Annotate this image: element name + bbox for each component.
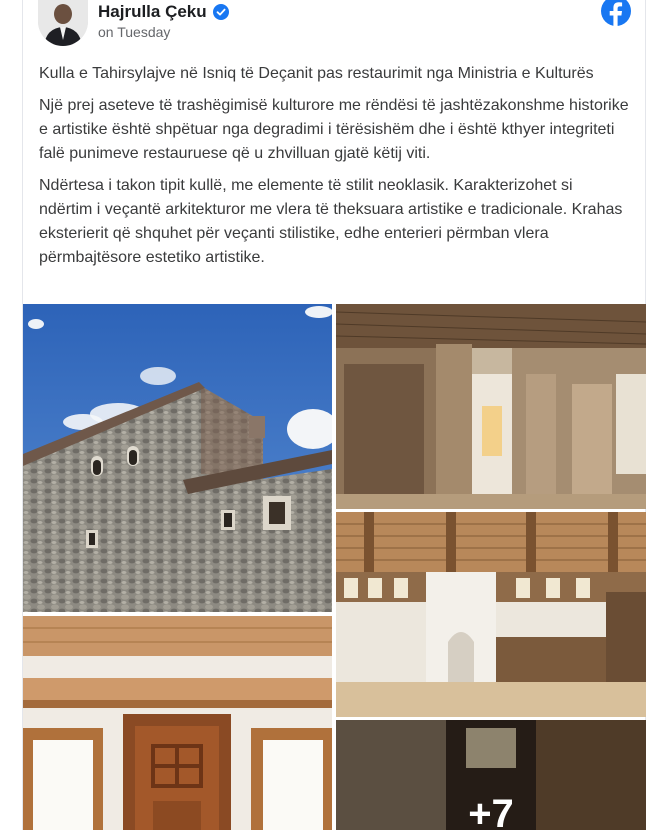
- post-body: [39, 62, 629, 278]
- post-photo-carved-door[interactable]: [23, 616, 332, 830]
- post-photo-exterior[interactable]: [23, 304, 332, 612]
- post-timestamp[interactable]: on Tuesday: [98, 24, 171, 40]
- post-paragraph: Kulla e Tahirsylajve në Isniq të Deçanit pas restaurimit nga Ministria e Kulturës: [39, 65, 594, 82]
- post-photo-more[interactable]: [336, 720, 646, 830]
- verified-badge-icon: [213, 4, 229, 20]
- post-paragraph: Ndërtesa i takon tipit kullë, me elemente të stilit neoklasik. Karakterizohet si ndërtim i veçantë arkitekturor me vlera të theksuara artistike e tradicionale. Krahas eksterierit që shquhet për veçanti stilistike, edhe enterieri përmban vlera përmbajtësore estetiko artistike.: [39, 177, 623, 266]
- post-paragraph: Një prej aseteve të trashëgimisë kulturore me rëndësi të jashtëzakonshme historike e artistike është shpëtuar nga degradimi i tërësishëm dhe i është kthyer integriteti falë punimeve restauruese që u zhvilluan gjatë këtij viti.: [39, 97, 629, 162]
- post-photo-interior-fireplace[interactable]: [336, 512, 646, 717]
- author-name-row[interactable]: [98, 2, 229, 22]
- facebook-icon[interactable]: [600, 0, 632, 28]
- post-photo-interior-door[interactable]: [336, 304, 646, 509]
- author-name[interactable]: Hajrulla Çeku: [98, 2, 207, 21]
- more-photos-count[interactable]: +7: [468, 792, 514, 830]
